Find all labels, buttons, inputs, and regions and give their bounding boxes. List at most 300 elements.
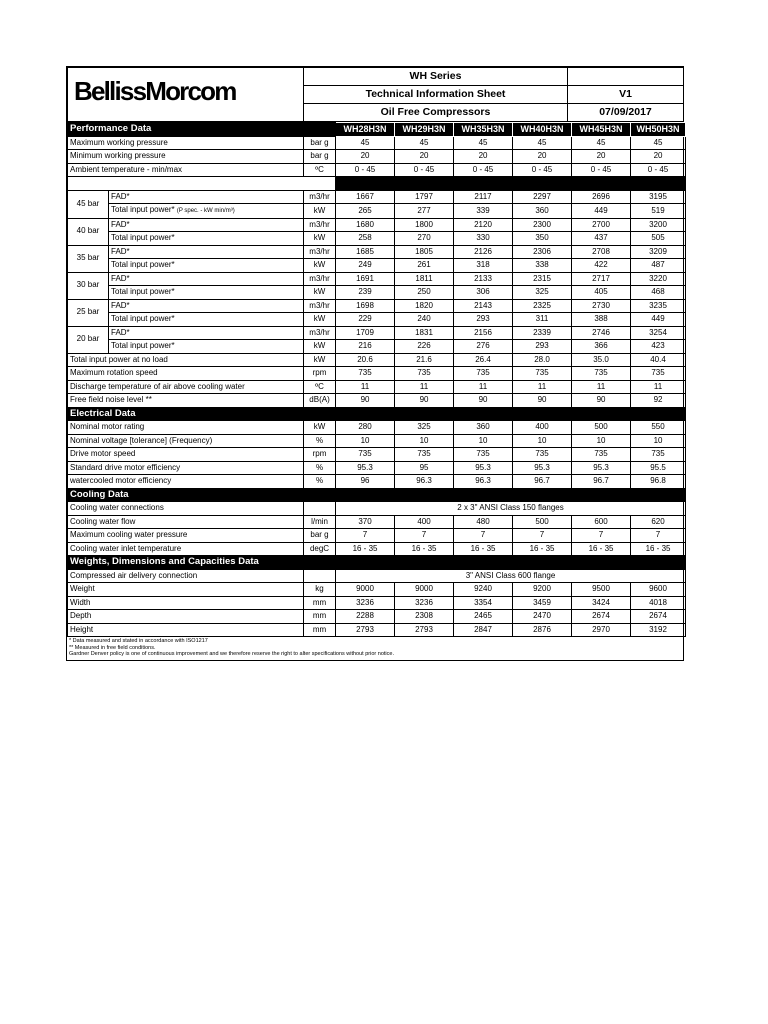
unit-cell: rpm: [304, 367, 336, 381]
pressure-label: 25 bar: [68, 299, 109, 326]
pressure-power-row: [68, 313, 686, 327]
value-cell: 10: [395, 434, 454, 448]
value-cell: 0 - 45: [513, 163, 572, 177]
value-cell: 735: [513, 367, 572, 381]
value-cell: 735: [572, 367, 631, 381]
model-name: WH45H3N: [572, 123, 631, 137]
fad-value: 3254: [631, 326, 686, 340]
power-unit: kW: [304, 286, 336, 300]
value-cell: 735: [336, 367, 395, 381]
value-cell: 3236: [336, 596, 395, 610]
power-value: 293: [454, 313, 513, 327]
value-cell: 2793: [336, 623, 395, 637]
value-cell: 45: [631, 136, 686, 150]
product-title: Oil Free Compressors: [304, 104, 568, 122]
value-cell: 96: [336, 475, 395, 489]
value-cell: 35.0: [572, 353, 631, 367]
brand-logo-text: BellissMorcom: [74, 76, 236, 106]
power-label-cell: [109, 232, 304, 246]
value-cell: 9240: [454, 583, 513, 597]
power-value: 240: [395, 313, 454, 327]
delivery-connection-value: 3" ANSI Class 600 flange: [336, 569, 686, 583]
fad-value: 1831: [395, 326, 454, 340]
value-cell: 2876: [513, 623, 572, 637]
weights-section-title: Weights, Dimensions and Capacities Data: [68, 556, 336, 570]
power-value: 350: [513, 232, 572, 246]
unit-cell: kW: [304, 353, 336, 367]
table-row: [68, 542, 686, 556]
value-cell: 735: [572, 448, 631, 462]
table-row: [68, 421, 686, 435]
electrical-section-header-row: [68, 407, 686, 421]
value-cell: 2465: [454, 610, 513, 624]
unit-cell: bar g: [304, 150, 336, 164]
value-cell: 735: [631, 448, 686, 462]
fad-value: 1709: [336, 326, 395, 340]
value-cell: 735: [336, 448, 395, 462]
power-value: 360: [513, 204, 572, 219]
cooling-row-label: Cooling water inlet temperature: [68, 542, 304, 556]
value-cell: 90: [336, 394, 395, 408]
power-label-cell: [109, 286, 304, 300]
fad-value: 2306: [513, 245, 572, 259]
table-row: [68, 380, 686, 394]
fad-unit: m3/hr: [304, 326, 336, 340]
fad-label: FAD*: [109, 326, 304, 340]
value-cell: 480: [454, 515, 513, 529]
value-cell: 20.6: [336, 353, 395, 367]
value-cell: 21.6: [395, 353, 454, 367]
table-row: [68, 163, 686, 177]
value-cell: 7: [336, 529, 395, 543]
value-cell: 26.4: [454, 353, 513, 367]
unit-cell: bar g: [304, 136, 336, 150]
performance-section-header-row: [68, 123, 686, 137]
performance-row-label: Minimum working pressure: [68, 150, 304, 164]
sheet-header: [67, 67, 684, 122]
weights-section-header-row: [68, 556, 686, 570]
performance-row-label: Discharge temperature of air above cooling water: [68, 380, 304, 394]
power-value: 505: [631, 232, 686, 246]
pressure-power-row: [68, 204, 686, 219]
pressure-fad-row: [68, 272, 686, 286]
model-name: WH35H3N: [454, 123, 513, 137]
value-cell: 11: [631, 380, 686, 394]
weights-row-label: Weight: [68, 583, 304, 597]
value-cell: 16 - 35: [572, 542, 631, 556]
footnotes: [67, 637, 683, 660]
power-unit: kW: [304, 313, 336, 327]
sheet-date: 07/09/2017: [568, 104, 684, 122]
value-cell: 500: [572, 421, 631, 435]
value-cell: 7: [395, 529, 454, 543]
fad-value: 2746: [572, 326, 631, 340]
fad-unit: m3/hr: [304, 218, 336, 232]
value-cell: 7: [513, 529, 572, 543]
performance-row-label: Maximum working pressure: [68, 136, 304, 150]
unit-cell: kW: [304, 421, 336, 435]
section-fill-cell: [572, 556, 631, 570]
fad-value: 1800: [395, 218, 454, 232]
pressure-fad-row: [68, 326, 686, 340]
value-cell: 9500: [572, 583, 631, 597]
section-fill-cell: [572, 488, 631, 502]
power-label-cell: [109, 313, 304, 327]
fad-value: 2300: [513, 218, 572, 232]
value-cell: 325: [395, 421, 454, 435]
value-cell: 90: [395, 394, 454, 408]
value-cell: 95.5: [631, 461, 686, 475]
cooling-connections-label: Cooling water connections: [68, 502, 304, 516]
power-value: 265: [336, 204, 395, 219]
value-cell: 550: [631, 421, 686, 435]
pressure-power-row: [68, 286, 686, 300]
fad-value: 1805: [395, 245, 454, 259]
unit-cell: mm: [304, 610, 336, 624]
value-cell: 2970: [572, 623, 631, 637]
value-cell: 28.0: [513, 353, 572, 367]
fad-value: 1680: [336, 218, 395, 232]
pressure-power-row: [68, 340, 686, 354]
separator-fill: [454, 177, 513, 191]
fad-value: 2325: [513, 299, 572, 313]
fad-value: 1685: [336, 245, 395, 259]
value-cell: 2847: [454, 623, 513, 637]
separator-row: [68, 177, 686, 191]
unit-cell: dB(A): [304, 394, 336, 408]
section-fill-cell: [395, 488, 454, 502]
electrical-row-label: Standard drive motor efficiency: [68, 461, 304, 475]
value-cell: 16 - 35: [631, 542, 686, 556]
value-cell: 10: [454, 434, 513, 448]
model-name: WH50H3N: [631, 123, 686, 137]
value-cell: 20: [454, 150, 513, 164]
spec-table: [67, 122, 686, 637]
fad-unit: m3/hr: [304, 272, 336, 286]
value-cell: 735: [454, 367, 513, 381]
power-value: 270: [395, 232, 454, 246]
pressure-fad-row: [68, 218, 686, 232]
fad-value: 2315: [513, 272, 572, 286]
pressure-fad-row: [68, 245, 686, 259]
pressure-label: 30 bar: [68, 272, 109, 299]
electrical-row-label: Nominal voltage [tolerance] (Frequency): [68, 434, 304, 448]
value-cell: 45: [572, 136, 631, 150]
power-value: 405: [572, 286, 631, 300]
power-value: 366: [572, 340, 631, 354]
cooling-row-label: Cooling water flow: [68, 515, 304, 529]
value-cell: 10: [572, 434, 631, 448]
power-spec-note: (P spec. - kW min/m³): [176, 208, 235, 214]
value-cell: 7: [572, 529, 631, 543]
value-cell: 90: [572, 394, 631, 408]
pressure-power-row: [68, 259, 686, 273]
fad-value: 1797: [395, 190, 454, 204]
power-value: 468: [631, 286, 686, 300]
value-cell: 280: [336, 421, 395, 435]
fad-value: 2133: [454, 272, 513, 286]
power-label: Total input power*: [111, 260, 175, 269]
value-cell: 400: [395, 515, 454, 529]
pressure-fad-row: [68, 299, 686, 313]
table-row: [68, 150, 686, 164]
unit-cell: l/min: [304, 515, 336, 529]
fad-value: 2126: [454, 245, 513, 259]
section-fill-cell: [454, 488, 513, 502]
power-value: 338: [513, 259, 572, 273]
value-cell: 11: [336, 380, 395, 394]
electrical-row-label: Drive motor speed: [68, 448, 304, 462]
value-cell: 16 - 35: [395, 542, 454, 556]
fad-value: 1691: [336, 272, 395, 286]
power-unit: kW: [304, 340, 336, 354]
sheet-title: Technical Information Sheet: [304, 86, 568, 104]
fad-value: 1820: [395, 299, 454, 313]
power-value: 250: [395, 286, 454, 300]
value-cell: 600: [572, 515, 631, 529]
fad-value: 3235: [631, 299, 686, 313]
value-cell: 16 - 35: [513, 542, 572, 556]
value-cell: 2674: [631, 610, 686, 624]
table-row: [68, 461, 686, 475]
electrical-row-label: watercooled motor efficiency: [68, 475, 304, 489]
unit-cell: %: [304, 475, 336, 489]
section-fill-cell: [631, 488, 686, 502]
power-value: 318: [454, 259, 513, 273]
fad-unit: m3/hr: [304, 190, 336, 204]
power-label-cell: [109, 204, 304, 219]
pressure-label: 20 bar: [68, 326, 109, 353]
fad-unit: m3/hr: [304, 245, 336, 259]
value-cell: 95.3: [572, 461, 631, 475]
value-cell: 9000: [336, 583, 395, 597]
value-cell: 620: [631, 515, 686, 529]
value-cell: 20: [395, 150, 454, 164]
unit-cell: [304, 502, 336, 516]
performance-row-label: Ambient temperature - min/max: [68, 163, 304, 177]
value-cell: 45: [336, 136, 395, 150]
power-value: 276: [454, 340, 513, 354]
separator-fill: [395, 177, 454, 191]
separator-fill: [513, 177, 572, 191]
section-fill-cell: [336, 488, 395, 502]
value-cell: 96.3: [395, 475, 454, 489]
value-cell: 3424: [572, 596, 631, 610]
section-fill-cell: [395, 407, 454, 421]
value-cell: 0 - 45: [572, 163, 631, 177]
electrical-row-label: Nominal motor rating: [68, 421, 304, 435]
power-value: 330: [454, 232, 513, 246]
fad-label: FAD*: [109, 245, 304, 259]
section-fill-cell: [454, 556, 513, 570]
cooling-row-label: Maximum cooling water pressure: [68, 529, 304, 543]
section-fill-cell: [513, 488, 572, 502]
weights-row-label: Width: [68, 596, 304, 610]
section-fill-cell: [454, 407, 513, 421]
table-row: [68, 394, 686, 408]
fad-label: FAD*: [109, 272, 304, 286]
table-row: [68, 610, 686, 624]
power-value: 449: [631, 313, 686, 327]
table-row: [68, 136, 686, 150]
fad-value: 2117: [454, 190, 513, 204]
power-label-cell: [109, 259, 304, 273]
fad-value: 2696: [572, 190, 631, 204]
fad-value: 2120: [454, 218, 513, 232]
pressure-fad-row: [68, 190, 686, 204]
table-row: [68, 569, 686, 583]
value-cell: 9200: [513, 583, 572, 597]
value-cell: 11: [395, 380, 454, 394]
cooling-section-header-row: [68, 488, 686, 502]
section-fill-cell: [572, 407, 631, 421]
fad-value: 2156: [454, 326, 513, 340]
table-row: [68, 515, 686, 529]
section-fill-cell: [513, 407, 572, 421]
technical-information-sheet: [66, 66, 684, 661]
power-value: 216: [336, 340, 395, 354]
power-value: 325: [513, 286, 572, 300]
fad-unit: m3/hr: [304, 299, 336, 313]
value-cell: 9600: [631, 583, 686, 597]
power-value: 487: [631, 259, 686, 273]
value-cell: 10: [513, 434, 572, 448]
value-cell: 360: [454, 421, 513, 435]
value-cell: 11: [513, 380, 572, 394]
table-row: [68, 583, 686, 597]
value-cell: 20: [631, 150, 686, 164]
power-value: 339: [454, 204, 513, 219]
value-cell: 16 - 35: [336, 542, 395, 556]
value-cell: 96.7: [572, 475, 631, 489]
fad-value: 2717: [572, 272, 631, 286]
value-cell: 96.8: [631, 475, 686, 489]
pressure-label: 40 bar: [68, 218, 109, 245]
fad-value: 3220: [631, 272, 686, 286]
model-name: WH40H3N: [513, 123, 572, 137]
value-cell: 16 - 35: [454, 542, 513, 556]
value-cell: 20: [572, 150, 631, 164]
unit-cell: mm: [304, 596, 336, 610]
cooling-connections-value: 2 x 3" ANSI Class 150 flanges: [336, 502, 686, 516]
power-unit: kW: [304, 232, 336, 246]
pressure-label: 35 bar: [68, 245, 109, 272]
value-cell: 2793: [395, 623, 454, 637]
table-row: [68, 434, 686, 448]
fad-value: 2143: [454, 299, 513, 313]
fad-value: 2730: [572, 299, 631, 313]
value-cell: 735: [395, 448, 454, 462]
power-value: 249: [336, 259, 395, 273]
power-value: 293: [513, 340, 572, 354]
power-value: 306: [454, 286, 513, 300]
value-cell: 92: [631, 394, 686, 408]
fad-value: 2708: [572, 245, 631, 259]
value-cell: 2674: [572, 610, 631, 624]
value-cell: 96.7: [513, 475, 572, 489]
table-row: [68, 623, 686, 637]
value-cell: 20: [513, 150, 572, 164]
power-value: 258: [336, 232, 395, 246]
value-cell: 2470: [513, 610, 572, 624]
brand-logo: [68, 68, 304, 122]
value-cell: 45: [454, 136, 513, 150]
power-value: 422: [572, 259, 631, 273]
weights-row-label: Depth: [68, 610, 304, 624]
value-cell: 0 - 45: [336, 163, 395, 177]
value-cell: 96.3: [454, 475, 513, 489]
value-cell: 2288: [336, 610, 395, 624]
power-unit: kW: [304, 259, 336, 273]
power-label: Total input power*: [111, 205, 175, 214]
pressure-label: 45 bar: [68, 190, 109, 218]
separator-fill: [336, 177, 395, 191]
table-row: [68, 448, 686, 462]
power-label: Total input power*: [111, 341, 175, 350]
footnote-policy: Gardner Denver policy is one of continuous improvement and we therefore reserve the right to alter specifications without prior notice.: [69, 651, 394, 657]
separator-fill: [631, 177, 686, 191]
value-cell: 0 - 45: [631, 163, 686, 177]
unit-cell: [304, 569, 336, 583]
value-cell: 7: [631, 529, 686, 543]
power-label: Total input power*: [111, 287, 175, 296]
fad-value: 3209: [631, 245, 686, 259]
value-cell: 3354: [454, 596, 513, 610]
fad-label: FAD*: [109, 218, 304, 232]
value-cell: 0 - 45: [395, 163, 454, 177]
power-unit: kW: [304, 204, 336, 219]
version-label: V1: [568, 86, 684, 104]
power-value: 423: [631, 340, 686, 354]
separator-fill: [572, 177, 631, 191]
unit-cell: ºC: [304, 163, 336, 177]
section-fill-cell: [513, 556, 572, 570]
performance-row-label: Total input power at no load: [68, 353, 304, 367]
fad-value: 3195: [631, 190, 686, 204]
value-cell: 2308: [395, 610, 454, 624]
weights-row-label: Height: [68, 623, 304, 637]
value-cell: 11: [454, 380, 513, 394]
value-cell: 90: [513, 394, 572, 408]
power-value: 388: [572, 313, 631, 327]
unit-cell: degC: [304, 542, 336, 556]
power-label-cell: [109, 340, 304, 354]
value-cell: 95.3: [454, 461, 513, 475]
power-label: Total input power*: [111, 233, 175, 242]
footnote-noise: ** Measured in free field conditions.: [69, 644, 156, 651]
fad-value: 3200: [631, 218, 686, 232]
power-value: 239: [336, 286, 395, 300]
performance-section-title: Performance Data: [68, 123, 336, 137]
value-cell: 10: [336, 434, 395, 448]
section-fill-cell: [631, 556, 686, 570]
fad-value: 1698: [336, 299, 395, 313]
fad-value: 2339: [513, 326, 572, 340]
power-value: 449: [572, 204, 631, 219]
unit-cell: mm: [304, 623, 336, 637]
value-cell: 9000: [395, 583, 454, 597]
unit-cell: %: [304, 461, 336, 475]
fad-value: 2297: [513, 190, 572, 204]
value-cell: 3459: [513, 596, 572, 610]
series-title: WH Series: [304, 68, 568, 86]
value-cell: 45: [395, 136, 454, 150]
table-row: [68, 596, 686, 610]
value-cell: 370: [336, 515, 395, 529]
value-cell: 11: [572, 380, 631, 394]
unit-cell: bar g: [304, 529, 336, 543]
power-value: 311: [513, 313, 572, 327]
